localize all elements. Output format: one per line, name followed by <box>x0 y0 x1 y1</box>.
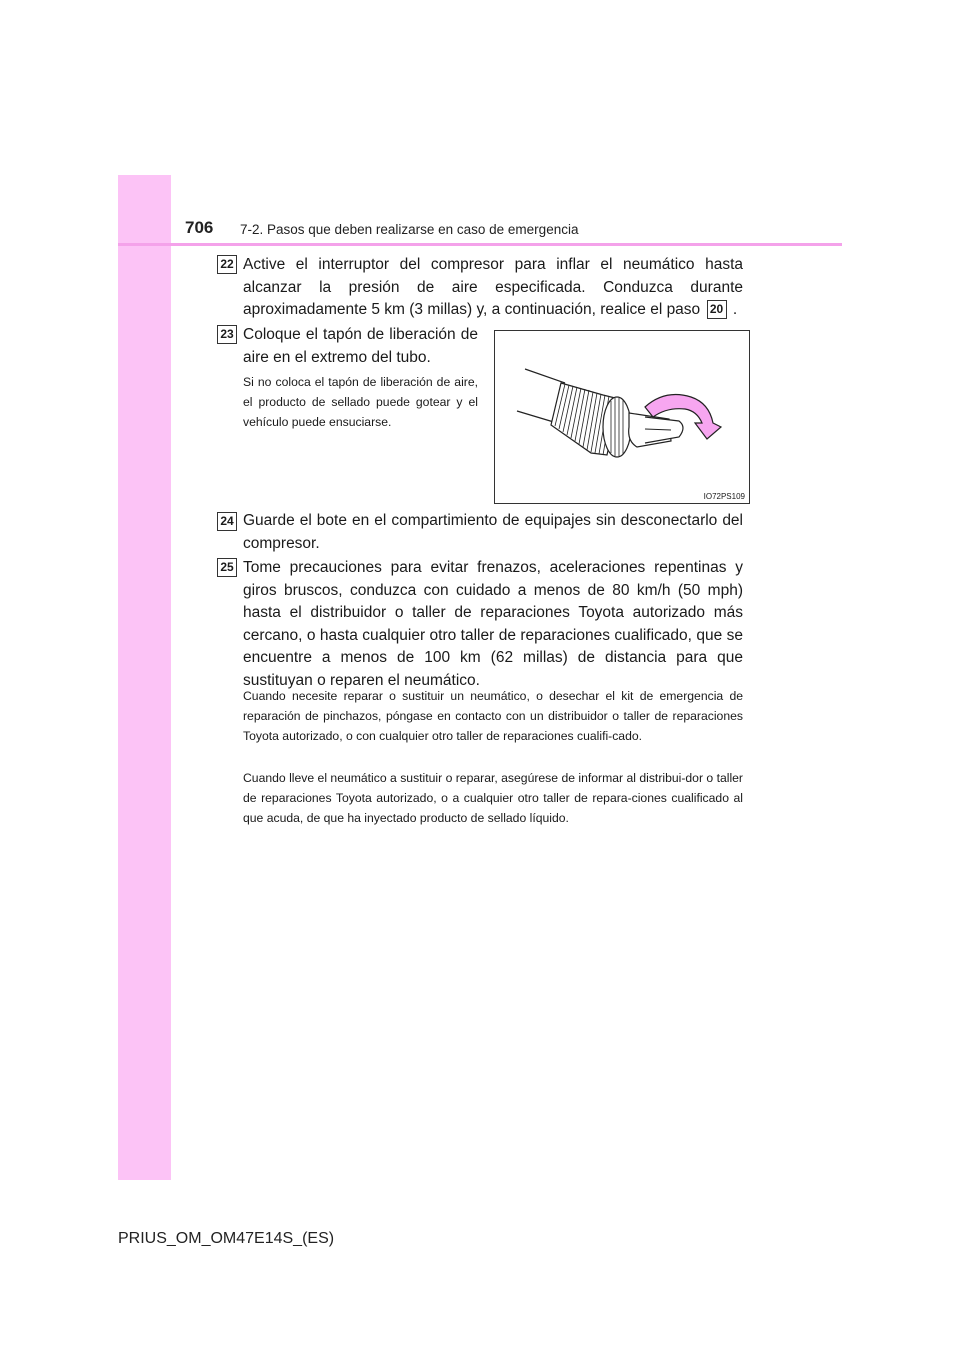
page-number: 706 <box>185 218 214 237</box>
step-25-text: Tome precauciones para evitar frenazos, aceleraciones repentinas y giros bruscos, conduzca con cuidado a menos de 80 km/h (50 mph) hasta el distribuidor o taller de reparaciones Toyota autorizado más cercano, o hasta cualquier otro taller de reparaciones cualificado, que se encuentre a menos de 100 km (62 millas) de distancia para que sustituyan o reparen el neumático. <box>243 559 743 689</box>
header-rule <box>118 243 842 246</box>
side-tab-bar <box>118 175 171 1180</box>
step-25-note-1: Cuando necesite reparar o sustituir un neumático, o desechar el kit de emergencia de reparación de pinchazos, póngase en contacto con un distribuidor o taller de reparaciones Toyota autorizado, o con cualquier otro taller de reparaciones cualifi-cado. <box>243 689 743 743</box>
step-22-text-main: Active el interruptor del compresor para inflar el neumático hasta alcanzar la presión de aire especificada. Conduzca durante aproximadamente 5 km (3 millas) y, a continuación, realice el paso <box>243 256 743 318</box>
step-ref-badge-20: 20 <box>707 300 727 319</box>
step-badge-24: 24 <box>217 512 237 531</box>
section-title: 7-2. Pasos que deben realizarse en caso de emergencia <box>240 222 579 237</box>
step-23-text: Coloque el tapón de liberación de aire en el extremo del tubo. <box>243 326 478 366</box>
step-badge-23: 23 <box>217 325 237 344</box>
step-badge-22: 22 <box>217 255 237 274</box>
step-23-note: Si no coloca el tapón de liberación de aire, el producto de sellado puede gotear y el vehículo puede ensuciarse. <box>243 375 478 429</box>
step-badge-25: 25 <box>217 558 237 577</box>
step-25-note-2: Cuando lleve el neumático a sustituir o reparar, asegúrese de informar al distribui-dor o taller de reparaciones Toyota autorizado, o a cualquier otro taller de repara-ciones cualificado al que acuda, de que ha inyectado producto de sellado líquido. <box>243 771 743 825</box>
step-22-text <box>243 254 743 322</box>
footer-doc-id: PRIUS_OM_OM47E14S_(ES) <box>118 1230 335 1247</box>
step-22-text-end: . <box>732 301 738 318</box>
figure-air-release-cap <box>494 330 750 504</box>
step-24-text: Guarde el bote en el compartimiento de equipajes sin desconectarlo del compresor. <box>243 512 743 552</box>
air-release-cap-icon <box>495 331 749 503</box>
figure-code: IO72PS109 <box>703 492 745 501</box>
